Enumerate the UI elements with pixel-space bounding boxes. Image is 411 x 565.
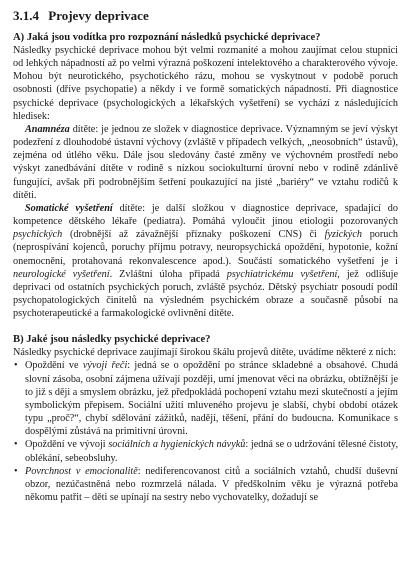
section-number: 3.1.4 xyxy=(13,8,39,23)
somaticke-term: Somatické vyšetření xyxy=(25,202,113,214)
bullet-icon: • xyxy=(14,439,18,451)
list-item xyxy=(13,438,398,464)
anamneza-text: dítěte: je jednou ze složek v diagnostice deprivace. Významným se jeví výskyt podezření z dlouhodobé ústavní výchovy (zvláště v případech velkých, „neosobních“ ústavů), zejména od útlého věku. Dále jsou sledovány časté změny ve výchovném prostředí nebo výskyt zanedbávání dítěte v rodině s nízkou sociokulturní úrovní nebo v rodině zdánlivě fungující, avšak při podrobnějším šetření poukazující na jisté „bariéry“ ve vztahu rodičů k dítěti. xyxy=(13,123,398,201)
somaticke-paragraph xyxy=(13,202,398,320)
list-item-text: : jedná se o udržování tělesné čistoty, oblékání, sebeobsluhy. xyxy=(25,439,398,464)
somaticke-italic-4: psychiatrickému vyšetření xyxy=(226,268,338,280)
list-item-text: Opoždění ve xyxy=(25,360,83,372)
list-item-italic: sociálních a hygienických návyků xyxy=(108,439,246,451)
somaticke-italic-3: neurologické vyšetření xyxy=(13,268,110,280)
consequences-list xyxy=(13,359,398,504)
list-item-text: : jedná se o opoždění po stránce skladebné a obsahové. Chudá slovní zásoba, osobní zájmena užívají později, umí jmenovat věci na obrázku, obtížnější je to již s ději a smyslem obrázku, jež předpokládá pochopení vztahu mezi skutečností a jejím symbolickým přepisem. Sociální užití mluveného projevu je slabší, chybí období otázek typu „proč?“, chybí sdělování zážitků, nadějí, těšení, přání do budoucna. Komunikace s dospělými zůstává na primitivní úrovni. xyxy=(25,360,398,438)
anamneza-paragraph xyxy=(13,123,398,202)
list-item xyxy=(13,465,398,504)
somaticke-italic-1: psychických xyxy=(13,229,63,241)
somaticke-text-3: poruch (neprospívání kojenců, poruchy příjmu potravy, neuropsychická opoždění, hypotonie, kožní onemocnění, protahovaná rekonvalescence apod.). Součástí somatického vyšetření je i xyxy=(13,229,398,267)
somaticke-text-1: dítěte: je další složkou v diagnostice deprivace, spadající do kompetence dětského lékaře (pediatra). Pomáhá vyloučit jinou etiologii pozorovaných xyxy=(13,202,398,228)
bullet-icon: • xyxy=(14,465,18,477)
list-item xyxy=(13,359,398,438)
somaticke-text-4: . Zvláštní úloha připadá xyxy=(109,268,227,280)
part-b-intro: Následky psychické deprivace zaujímají širokou škálu projevů dítěte, uvádíme některé z nich: xyxy=(13,347,397,359)
section-gap xyxy=(13,320,398,333)
part-a-heading: A) Jaká jsou vodítka pro rozpoznání následků psychické deprivace? xyxy=(13,32,321,43)
section-title xyxy=(13,8,398,23)
part-b-heading: B) Jaké jsou následky psychické deprivace? xyxy=(13,334,211,346)
list-item-italic: vývoji řeči xyxy=(82,360,128,372)
anamneza-term: Anamnéza xyxy=(25,123,70,135)
list-item-text: : nediferencovanost citů a sociálních vztahů, chudší duševní obzor, nezúčastněná nebo rozmrzelá nálada. V předškolním věku je výrazná potřeba někomu patřit – děti se upínají na sestry nebo vychovatelky, dožadují se xyxy=(25,465,398,503)
section-title-text: Projevy deprivace xyxy=(48,8,149,23)
list-item-italic: Povrchnost v emocionalitě xyxy=(25,465,138,477)
part-a-intro: Následky psychické deprivace mohou být velmi rozmanité a mohou zaujímat celou stupnici od lehkých nápadností až po velmi výrazná poškození intelektového a charakterového vývoje. Mohou být neurotického, psychotického rázu, mohou se vyskytnout v podobě poruch osobnosti (dříve psychopatie) a někdy i ve formě somatických nápadností. Při diagnostice psychické deprivace (psychologických a lékařských vyšetření) se vychází z následujících hledisek: xyxy=(13,45,398,122)
bullet-icon: • xyxy=(14,360,18,372)
somaticke-text-2: (drobnější až závažnější příznaky poškození CNS) či xyxy=(62,229,325,241)
somaticke-italic-2: fyzických xyxy=(324,229,362,241)
somaticke-text-5: , jež odlišuje deprivaci od ostatních psychických poruch, zvláště psychóz. Dětský psychiatr posoudí podíl psychopatologických činitelů na výsledném psychickém obraze a současně působí na psychoterapeutické a farmakologické ovlivnění dítěte. xyxy=(13,268,398,320)
list-item-text: Opoždění ve vývoji xyxy=(25,439,109,451)
